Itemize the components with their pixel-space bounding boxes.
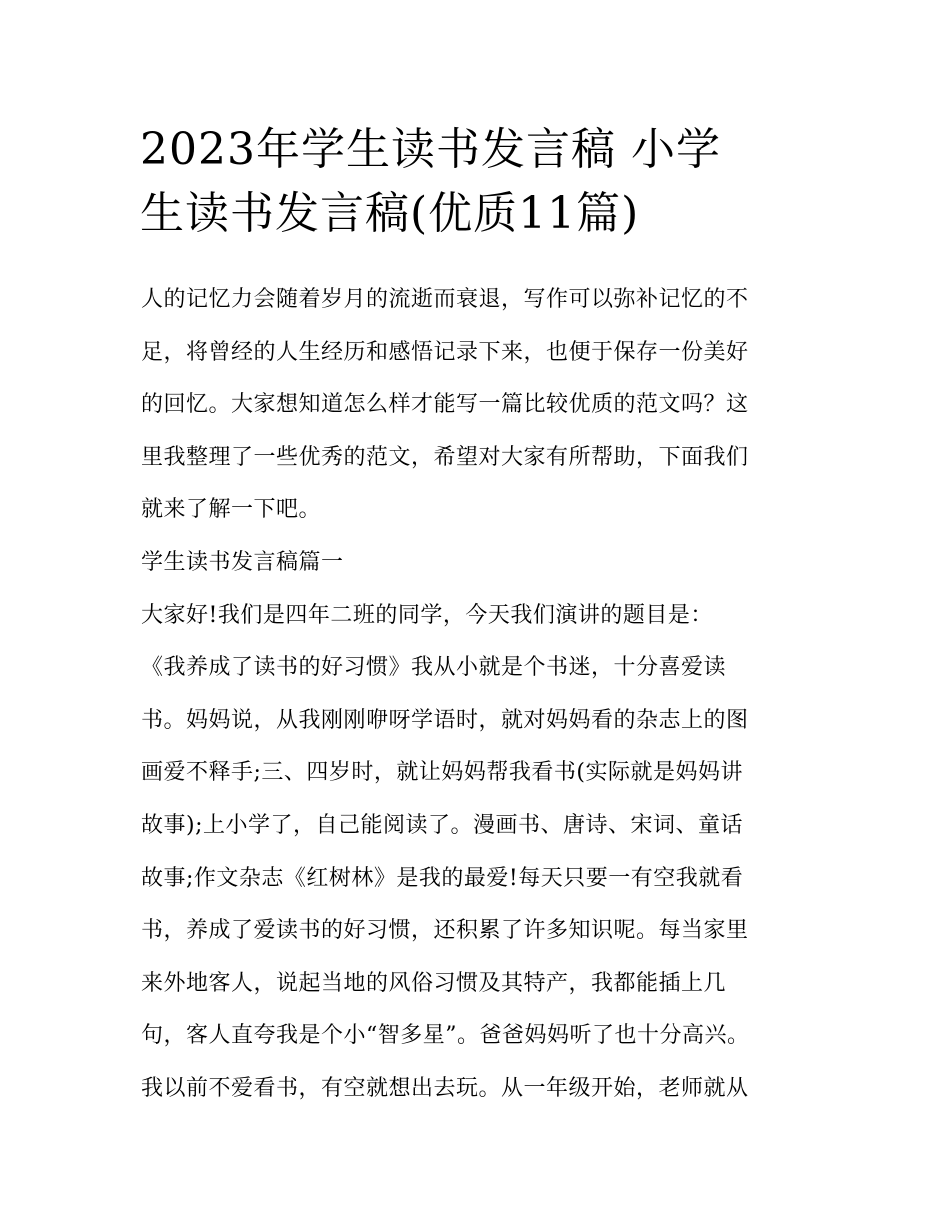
- document-body: [141, 280, 821, 1122]
- document-title: [140, 118, 820, 246]
- section-heading: 学生读书发言稿篇一: [141, 549, 344, 575]
- intro-line: 人的记忆力会随着岁月的流逝而衰退，写作可以弥补记忆的不: [141, 287, 749, 312]
- body-line: 故事);上小学了，自己能阅读了。漫画书、唐诗、宋词、童话: [141, 812, 743, 838]
- title-line-1: 2023年学生读书发言稿 小学: [140, 124, 721, 175]
- body-line: 大家好!我们是四年二班的同学，今天我们演讲的题目是：: [141, 602, 713, 628]
- body-line: 故事;作文杂志《红树林》是我的最爱!每天只要一有空我就看: [141, 865, 744, 891]
- body-line: 来外地客人，说起当地的风俗习惯及其特产，我都能插上几: [141, 970, 727, 996]
- intro-line: 里我整理了一些优秀的范文，希望对大家有所帮助，下面我们: [141, 444, 749, 470]
- body-line: 画爱不释手;三、四岁时，就让妈妈帮我看书(实际就是妈妈讲: [141, 760, 743, 786]
- intro-line: 的回忆。大家想知道怎么样才能写一篇比较优质的范文吗？这: [141, 392, 749, 418]
- body-line: 句，客人直夸我是个小“智多星”。爸爸妈妈听了也十分高兴。: [141, 1023, 750, 1049]
- body-line: 我以前不爱看书，有空就想出去玩。从一年级开始，老师就从: [141, 1075, 749, 1101]
- body-line: 书，养成了爱读书的好习惯，还积累了许多知识呢。每当家里: [141, 918, 749, 944]
- body-line: 书。妈妈说，从我刚刚咿呀学语时，就对妈妈看的杂志上的图: [141, 707, 749, 733]
- title-line-2: 生读书发言稿(优质11篇): [140, 188, 640, 239]
- body-line: 《我养成了读书的好习惯》我从小就是个书迷，十分喜爱读: [141, 655, 727, 681]
- intro-line: 足，将曾经的人生经历和感悟记录下来，也便于保存一份美好: [141, 339, 749, 365]
- intro-line: 就来了解一下吧。: [141, 497, 322, 523]
